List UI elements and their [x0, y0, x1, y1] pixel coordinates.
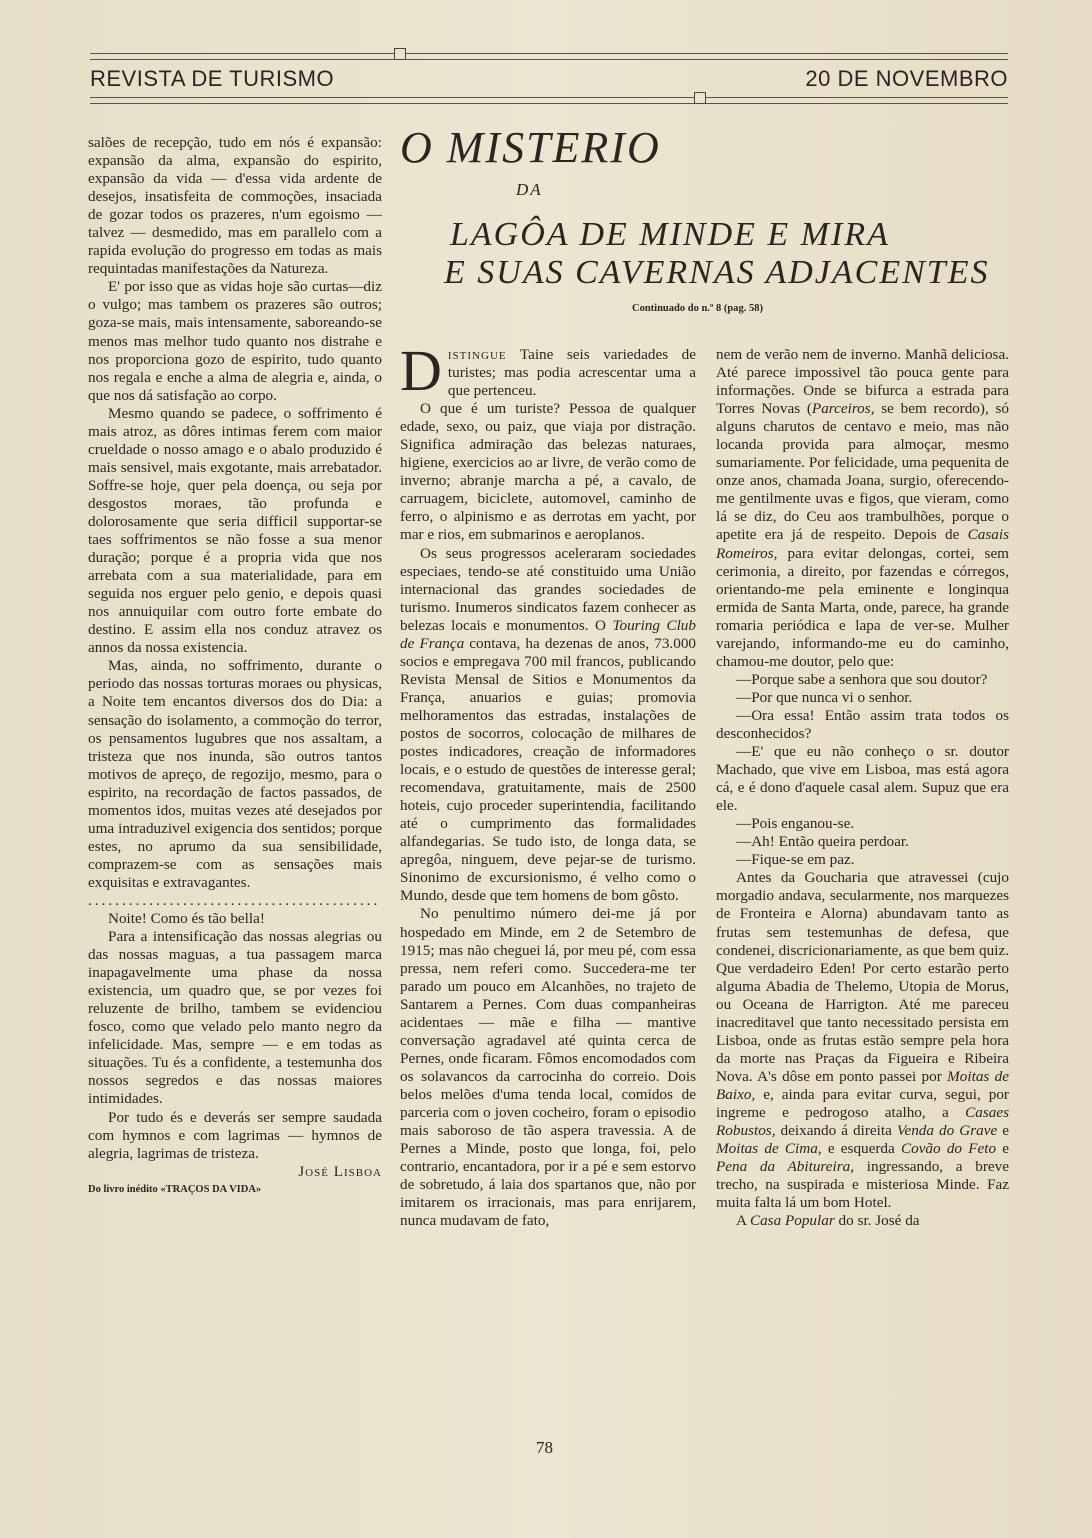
place-name: Casaes Robustos [716, 1103, 1009, 1140]
left-paragraph: Para a intensificação das nossas alegrias ou das nossas maguas, a tua passagem marca inapagavelmente uma phase da nossa existencia, um quadro que, se por vezes foi reluzente de brilho, tambem se evidenciou fosco, como que velado pelo manto negro da infelicidade. Mas, sempre — e em todas as situações. Tu és a confidente, a testemunha dos nossos segredos e das nossas maiores intimidades. [88, 928, 382, 1108]
text-run: , se bem recordo), só alguns charutos de centavo e meio, mas não locanda provida para almoçar, mesmo sumariamente. Por felicidade, uma pequenita de onze anos, chamada Joana, surgio, oferecendo-me gentilmente uvas e figos, que vieram, como lá se diz, do Ceu aos trambulhões, porque o apetite era já de respeito. Depois de [716, 400, 1009, 544]
left-paragraph: salões de recepção, tudo em nós é expansão: expansão da alma, expansão do espirito, expansão da vida — d'essa vida ardente de desejos, insatisfeita de commoções, insaciada de gozar todos os prazeres, n'um egoismo — talvez — desmedido, mas em parallelo com a rapida evolução do progresso em todas as mais requintadas manifestações da Natureza. [88, 134, 382, 278]
text-run: nem de verão nem de inverno. Manhã deliciosa. Até parece impossivel tão pouca gente para informações. Onde se bifurca a estrada para Torres Novas ( [716, 346, 1009, 418]
left-paragraph: Por tudo és e deverás ser sempre saudada com hymnos e com lagrimas — hymnos de alegria, lagrimas de tristeza. [88, 1108, 382, 1162]
place-name: Moitas de Cima [716, 1140, 818, 1158]
dialogue-line: —Pois enganou-se. [736, 815, 855, 833]
top-rule [90, 53, 1008, 60]
text-run: , deixando á direita [771, 1122, 897, 1140]
dialogue-line: —E' que eu não conheço o sr. doutor Machado, que vive em Lisboa, mas está agora cá, e é dono d'aquele casal alem. Supuz que era ele. [716, 743, 1009, 815]
left-paragraph: E' por isso que as vidas hoje são curtas—diz o vulgo; mas tambem os prazeres são outros; goza-se mais, mais intensamente, saboreando-se menos mas melhor tudo quanto nos distrahe e nos proporciona gozo de espirito, tudo quanto nos regala e enche a alma de alegria e, ainda, o que nos dá satisfação ao corpo. [88, 278, 382, 404]
text-run: do sr. José da [834, 1212, 920, 1230]
continued-note: Continuado do n.º 8 (pag. 58) [632, 303, 763, 314]
place-name: Moitas de Baixo [716, 1067, 1009, 1103]
place-name: Parceiros [811, 400, 871, 418]
place-name: Casa Popular [749, 1212, 835, 1230]
article-paragraph: No penultimo número dei-me já por hospedado em Minde, em 2 de Setembro de 1915; mas não cheguei lá, por meu pé, com essa pressa, nem referi como. Succedera-me ter parado um pouco em Alcanhões, no trajeto de Santarem a Pernes. Com duas companheiras acidentaes — mãe e filha — mantive conversação agradavel até quinta cerca de Pernes, onde ficaram. Fômos encomodados com os solavancos da carrocinha do correio. Dois belos melões d'uma tenda local, comidos de parceria com o joven cocheiro, foram o episodio mais saboroso de tão aspera travessia. A de Pernes a Minde, posto que longa, foi, pelo contrario, encantadora, por ir a pé e sem estorvo de sobretudo, á laia dos spartanos que, não por imitarem os irracionais, mas para enrijarem, nunca mudavam de fato, [400, 905, 696, 1230]
running-title: REVISTA DE TURISMO [90, 66, 335, 91]
text-run: , e esquerda [817, 1140, 901, 1158]
text-run: , e, ainda para evitar curva, segui, por ingreme e pedrogoso atalho, a [716, 1085, 1009, 1121]
dialogue-line: —Fique-se em paz. [736, 851, 855, 869]
article-title-connector: DA [516, 180, 543, 199]
article-title: O MISTERIO [400, 123, 661, 172]
dialogue-line: —Ora essa! Então assim trata todos os desconhecidos? [716, 706, 1009, 742]
first-word: istingue [447, 346, 507, 363]
author-signature: José Lisboa [298, 1162, 382, 1180]
source-note: Do livro inédito «TRAÇOS DA VIDA» [88, 1183, 262, 1195]
text-run: e [997, 1122, 1009, 1140]
dialogue-line: —Porque sabe a senhora que sou doutor? [736, 670, 988, 688]
text-run: contava, ha dezenas de anos, 73.000 socios e empregava 700 mil francos, publicando Revista Mensal de Sitios e Monumentos da França, anuarios e guias; promovia melhoramentos das estradas, instalações de postos de socorros, colocação de milhares de postes indicadores, creação de informadores locais, e o estudo de questões de interesse geral; recomendava, gratuitamente, mais de 2500 hoteis, cujo proceder superintendia, facilitando até o cumprimento das formalidades alfandegarias. Se tudo isto, de longa data, se apregôa, ninguem, deve pejar-se de turismo. Sinonimo de excursionismo, é velho como o Mundo, desde que tem homens de bom gôsto. [400, 634, 697, 905]
article-subtitle: E SUAS CAVERNAS ADJACENTES [444, 254, 990, 291]
text-run: Taine seis variedades de turistes; mas podia acrescentar uma a que pertenceu. [447, 346, 696, 400]
text-run: , para evitar delongas, cortei, sem cerimonia, a direito, por fazendas e córregos, orientando-me pela eminente e longinqua ermida de Santa Marta, onde, parece, ha grande romaria periódica e lapa de ver-se. Mulher varejando, informando-me eu do caminho, chamou-me doutor, pelo que: [716, 544, 1009, 670]
article-paragraph [716, 869, 1009, 1212]
article-paragraph: O que é um turiste? Pessoa de qualquer edade, sexo, ou paiz, que viaja por distração. Significa admiração das belezas naturaes, higiene, exercicios ao ar livre, de verão como de inverno; abranje marcha a pé, a cavalo, de carruagem, biciclete, automovel, caminho de ferro, o alpinismo e as derrotas em yacht, por mar e rios, em submarinos e aeroplanos. [400, 400, 696, 544]
article-paragraph [400, 338, 696, 403]
separator-dots: ........................................... [88, 891, 381, 909]
text-run: Antes da Goucharia que atravessei (cujo morgadio andava, secularmente, nos marquezes de Fronteira e Alorna) abundavam tanto as frutas sem testemunhas de defesa, que condenei, discricionariamente, as que bem quiz. Que verdadeiro Eden! Por certo estarão perto alguma Abadia de Thelemo, Utopia de Morus, ou Oceana de Harrigton. Até me pareceu inacreditavel que tanto necessitado persista em Lisboa, onde as frutas estão sempre pela hora da morte nas Praças da Figueira e Ribeira Nova. A's dôse em ponto passei por [716, 869, 1009, 1085]
article-paragraph [716, 346, 1009, 671]
issue-date: 20 DE NOVEMBRO [805, 66, 1008, 91]
place-name: Venda do Grave [896, 1122, 998, 1140]
rule-ornament [694, 92, 706, 104]
left-paragraph: Mas, ainda, no soffrimento, durante o periodo das nossas torturas moraes ou physicas, a Noite tem encantos diversos dos do Dia: a sensação do isolamento, a commoção do terror, os pensamentos lugubres que nos assaltam, a tristeza que nos inunda, são outros tantos motivos de apreço, de regozijo, mesmo, para o espirito, na recordação de factos passados, de momentos idos, muitas vezes até desejados por uma intraduzivel exigencia dos sentidos; porque estes, no aprumo da sua sensibilidade, comprazem-se com as sensações mais exquisitas e extravagantes. [88, 657, 382, 891]
place-name: Covão do Feto [900, 1140, 997, 1158]
place-name: Pena da Abitureira [716, 1158, 851, 1176]
article-title-line: LAGÔA DE MINDE E MIRA [450, 216, 890, 253]
text-run: A [736, 1212, 750, 1230]
article-paragraph [716, 1212, 1009, 1230]
text-run: e [996, 1140, 1009, 1158]
dialogue-line: —Ah! Então queira perdoar. [736, 833, 909, 851]
article-paragraph [400, 545, 696, 906]
dialogue-line: —Por que nunca vi o senhor. [736, 688, 913, 706]
rule-ornament [394, 48, 406, 60]
middle-column [400, 338, 697, 1230]
text-run: , ingressando, a breve trecho, na suspirada e misteriosa Minde. Faz muita falta lá um bom Hotel. [716, 1158, 1009, 1212]
club-name: Touring Club de França [400, 616, 696, 652]
left-column [88, 134, 382, 1199]
place-name: Casais Romeiros [716, 526, 1009, 562]
left-paragraph: Mesmo quando se padece, o soffrimento é mais atroz, as dôres intimas ferem com maior crueldade o nosso amago e o abalo produzido é mais sensivel, mais exgotante, mais arrebatador. Soffre-se hoje, quer pela doença, ou seja por desgostos moraes, tão profunda e dolorosamente que seria difficil supportar-se taes soffrimentos se não fosse a sua menor duração; porque é a propria vida que nos arrebata com a sua materialidade, para em seguida nos erguer pelo genio, e depois quasi nos annuiquilar com outro forte embate do destino. E assim ella nos conduz atravez os annos da nossa existencia. [88, 404, 382, 657]
page-number: 78 [536, 1438, 553, 1457]
right-column [716, 346, 1009, 1230]
drop-cap: D [400, 338, 442, 403]
header-rule [90, 97, 1008, 104]
text-run: Os seus progressos aceleraram sociedades especiaes, tendo-se até constituido uma União internacional das grandes sociedades de turismo. Inumeros sindicatos fazem conhecer as belezas locais e monumentos. O [400, 544, 696, 634]
left-paragraph: Noite! Como és tão bella! [108, 910, 265, 928]
